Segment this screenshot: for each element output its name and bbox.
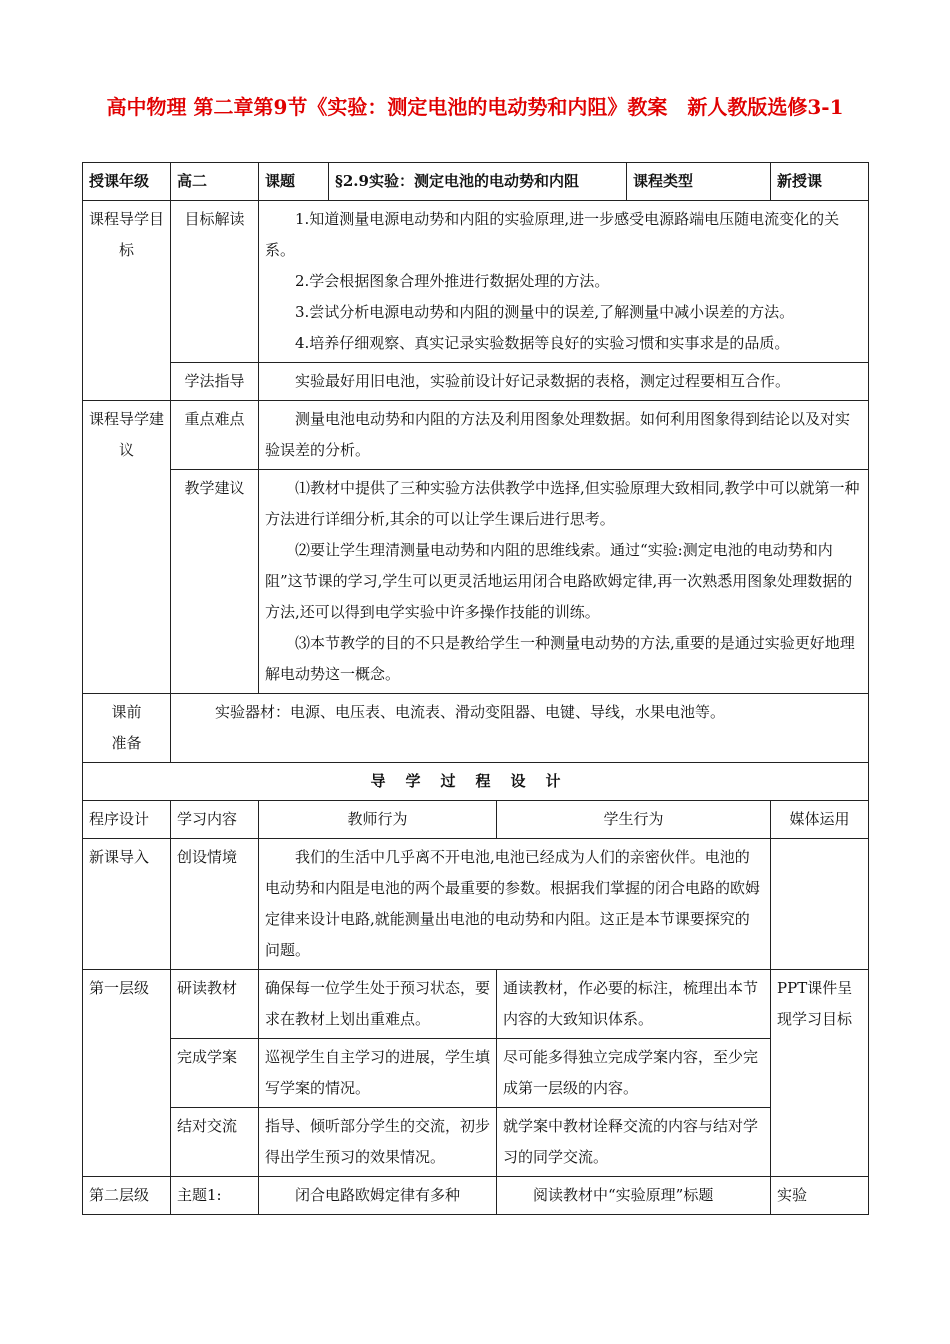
col-teacher: 教师行为 xyxy=(259,801,497,839)
grade-value: 高二 xyxy=(171,163,259,201)
advice-row-1 xyxy=(83,401,869,470)
goal-item: 2.学会根据图象合理外推进行数据处理的方法。 xyxy=(295,272,610,290)
intro-row xyxy=(83,839,869,970)
advice-row-2 xyxy=(83,470,869,694)
key-paragraph: 测量电池电动势和内阻的方法及利用图象处理数据。如何利用图象得到结论以及对实验误差的分析。 xyxy=(265,410,851,459)
advice-item: ⑵要让学生理清测量电动势和内阻的思维线索。通过“实验:测定电池的电动势和内阻”这节课的学习,学生可以更灵活地运用闭合电路欧姆定律,再一次熟悉用图象处理数据的方法,还可以得到电学实验中许多操作技能的训练。 xyxy=(265,541,853,621)
topic-label: 课题 xyxy=(259,163,329,201)
design-columns-row xyxy=(83,801,869,839)
level1-stage: 第一层级 xyxy=(83,970,171,1177)
goal-item: 3.尝试分析电源电动势和内阻的测量中的误差,了解测量中减小误差的方法。 xyxy=(295,303,795,321)
advice-item: ⑴教材中提供了三种实验方法供教学中选择,但实验原理大致相同,教学中可以就第一种方法进行详细分析,其余的可以让学生课后进行思考。 xyxy=(265,479,860,528)
design-heading xyxy=(83,763,869,801)
level1-student: 尽可能多得独立完成学案内容，至少完成第一层级的内容。 xyxy=(497,1039,771,1108)
method-paragraph: 实验最好用旧电池，实验前设计好记录数据的表格，测定过程要相互合作。 xyxy=(295,372,791,390)
prep-label: 课前准备 xyxy=(83,694,171,763)
goal-item: 1.知道测量电源电动势和内阻的实验原理,进一步感受电源路端电压随电流变化的关系。 xyxy=(265,210,840,259)
goals-list xyxy=(259,201,869,363)
level1-teacher: 巡视学生自主学习的进展，学生填写学案的情况。 xyxy=(259,1039,497,1108)
advice-list xyxy=(259,470,869,694)
level2-stage: 第二层级 xyxy=(83,1177,171,1215)
level1-media: PPT课件呈现学习目标 xyxy=(771,970,869,1177)
col-media: 媒体运用 xyxy=(771,801,869,839)
method-text xyxy=(259,363,869,401)
advice-label: 课程导学建议 xyxy=(83,401,171,694)
goals-sub-label: 目标解读 xyxy=(171,201,259,363)
level1-student: 就学案中教材诠释交流的内容与结对学习的同学交流。 xyxy=(497,1108,771,1177)
col-stage: 程序设计 xyxy=(83,801,171,839)
intro-stage: 新课导入 xyxy=(83,839,171,970)
advice-sub-label: 教学建议 xyxy=(171,470,259,694)
document-title: 高中物理 第二章第9节《实验：测定电池的电动势和内阻》教案 新人教版选修3-1 xyxy=(106,95,844,119)
col-student: 学生行为 xyxy=(497,801,771,839)
header-row xyxy=(83,163,869,201)
type-value: 新授课 xyxy=(771,163,869,201)
col-content: 学习内容 xyxy=(171,801,259,839)
level2-student xyxy=(497,1177,771,1215)
level1-content: 结对交流 xyxy=(171,1108,259,1177)
level1-row-3 xyxy=(83,1108,869,1177)
design-heading-row xyxy=(83,763,869,801)
level2-media: 实验 xyxy=(771,1177,869,1215)
intro-text xyxy=(259,839,771,970)
goal-item: 4.培养仔细观察、真实记录实验数据等良好的实验习惯和实事求是的品质。 xyxy=(295,334,790,352)
grade-label: 授课年级 xyxy=(83,163,171,201)
advice-item: ⑶本节教学的目的不只是教给学生一种测量电动势的方法,重要的是通过实验更好地理解电动势这一概念。 xyxy=(265,634,855,683)
level1-teacher: 确保每一位学生处于预习状态，要求在教材上划出重难点。 xyxy=(259,970,497,1039)
method-label: 学法指导 xyxy=(171,363,259,401)
level2-student-text: 阅读教材中“实验原理”标题 xyxy=(533,1186,714,1204)
level2-row xyxy=(83,1177,869,1215)
level1-row-1 xyxy=(83,970,869,1039)
key-text xyxy=(259,401,869,470)
level1-row-2 xyxy=(83,1039,869,1108)
goals-label: 课程导学目标 xyxy=(83,201,171,401)
level1-content: 完成学案 xyxy=(171,1039,259,1108)
topic-value: §2.9实验：测定电池的电动势和内阻 xyxy=(329,163,627,201)
prep-text xyxy=(171,694,869,763)
level2-teacher xyxy=(259,1177,497,1215)
level2-teacher-text: 闭合电路欧姆定律有多种 xyxy=(295,1186,461,1204)
goals-row-1 xyxy=(83,201,869,363)
type-label: 课程类型 xyxy=(627,163,771,201)
intro-paragraph: 我们的生活中几乎离不开电池,电池已经成为人们的亲密伙伴。电池的电动势和内阻是电池的两个最重要的参数。根据我们掌握的闭合电路的欧姆定律来设计电路,就能测量出电池的电动势和内阻。这正是本节课要探究的问题。 xyxy=(265,848,761,959)
lesson-plan-table xyxy=(82,162,869,1215)
level1-student: 通读教材，作必要的标注，梳理出本节内容的大致知识体系。 xyxy=(497,970,771,1039)
level1-teacher: 指导、倾听部分学生的交流，初步得出学生预习的效果情况。 xyxy=(259,1108,497,1177)
level1-content: 研读教材 xyxy=(171,970,259,1039)
prep-row xyxy=(83,694,869,763)
level2-content: 主题1: xyxy=(171,1177,259,1215)
prep-paragraph: 实验器材：电源、电压表、电流表、滑动变阻器、电键、导线，水果电池等。 xyxy=(215,703,726,721)
goals-row-2 xyxy=(83,363,869,401)
intro-media xyxy=(771,839,869,970)
design-heading-text: 导学过程设计 xyxy=(370,772,581,790)
key-label: 重点难点 xyxy=(171,401,259,470)
intro-content: 创设情境 xyxy=(171,839,259,970)
